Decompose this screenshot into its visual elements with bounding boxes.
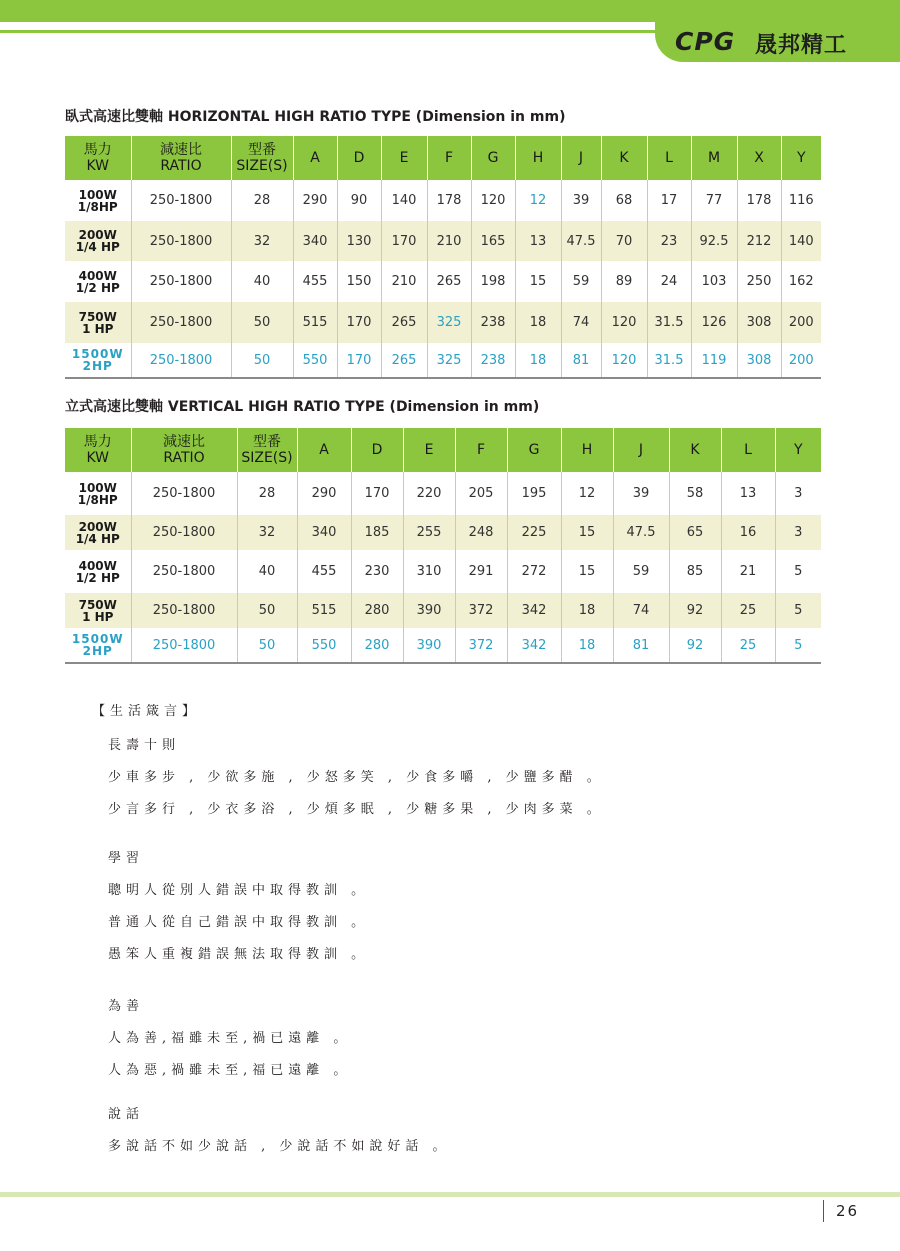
saying-line: 少言多行 , 少衣多浴 , 少煩多眠 , 少糖多果 , 少肉多菜 。 [108, 802, 605, 817]
table-cell: 140 [781, 221, 821, 261]
table-cell: 126 [691, 302, 737, 343]
table-cell: 308 [737, 343, 781, 378]
table-cell: 23 [647, 221, 691, 261]
table-row [65, 550, 821, 593]
table-cell: 250-1800 [131, 472, 237, 515]
table-cell: 250-1800 [131, 593, 237, 628]
table-cell: 140 [381, 180, 427, 221]
table-cell: 248 [455, 515, 507, 550]
saying-line: 說話 [108, 1107, 145, 1122]
power-cell: 750W 1 HP [65, 302, 131, 343]
table-row [65, 515, 821, 550]
table-cell: 25 [721, 593, 775, 628]
brand-tab [655, 22, 900, 62]
column-header: L [647, 136, 691, 180]
saying-line: 普通人從自己錯誤中取得教訓 。 [108, 915, 370, 930]
table-cell: 272 [507, 550, 561, 593]
table-cell: 18 [561, 593, 613, 628]
table-cell: 170 [337, 343, 381, 378]
column-header: J [561, 136, 601, 180]
table-cell: 178 [737, 180, 781, 221]
table-cell: 116 [788, 193, 814, 208]
table-cell: 170 [351, 472, 403, 515]
table-cell: 280 [351, 628, 403, 663]
table-row [65, 180, 821, 221]
table-cell: 290 [297, 472, 351, 515]
column-header: A [293, 136, 337, 180]
column-header: 型番 SIZE(S) [231, 136, 293, 180]
company-name: 晟邦精工 [755, 33, 848, 58]
column-header: Y [775, 428, 821, 472]
column-header: 型番 SIZE(S) [237, 428, 297, 472]
table-cell: 515 [297, 593, 351, 628]
table-cell: 250-1800 [131, 221, 231, 261]
column-header: F [427, 136, 471, 180]
table-cell: 250-1800 [131, 343, 231, 378]
table-cell: 390 [403, 593, 455, 628]
table-cell: 340 [293, 221, 337, 261]
table-cell: 325 [427, 302, 471, 343]
table-row [65, 221, 821, 261]
table-cell: 3 [794, 486, 803, 501]
saying-line: 愚笨人重複錯誤無法取得教訓 。 [108, 947, 370, 962]
column-header: G [471, 136, 515, 180]
table-row [65, 343, 821, 378]
table-cell: 310 [403, 550, 455, 593]
table-cell: 280 [351, 593, 403, 628]
column-header: L [721, 428, 775, 472]
table-cell: 455 [293, 261, 337, 302]
table-cell: 5 [775, 593, 821, 628]
table-cell: 90 [337, 180, 381, 221]
table-cell: 58 [669, 472, 721, 515]
column-header: K [601, 136, 647, 180]
column-header: E [381, 136, 427, 180]
power-cell: 400W 1/2 HP [65, 550, 131, 593]
table-cell: 238 [471, 302, 515, 343]
table-cell: 210 [427, 221, 471, 261]
table-cell: 50 [237, 628, 297, 663]
sayings-heading: 【生活箴言】 [92, 704, 201, 719]
table-row [65, 472, 821, 515]
table-cell: 92 [669, 593, 721, 628]
table-cell: 250-1800 [131, 628, 237, 663]
table-cell: 210 [381, 261, 427, 302]
table-cell: 24 [647, 261, 691, 302]
table-cell: 198 [471, 261, 515, 302]
column-header: 馬力 KW [65, 136, 131, 180]
column-header: 減速比 RATIO [131, 136, 231, 180]
table-cell: 103 [691, 261, 737, 302]
table-cell: 92 [669, 628, 721, 663]
saying-line: 聰明人從別人錯誤中取得教訓 。 [108, 883, 370, 898]
column-header: X [737, 136, 781, 180]
top-green-bar [0, 0, 900, 22]
table-cell: 25 [721, 628, 775, 663]
table-cell: 92.5 [691, 221, 737, 261]
table-cell: 200 [781, 343, 821, 378]
table-cell: 195 [507, 472, 561, 515]
table-cell: 15 [515, 261, 561, 302]
power-cell: 400W 1/2 HP [65, 261, 131, 302]
column-header: 馬力 KW [65, 428, 131, 472]
saying-line: 學習 [108, 851, 145, 866]
power-cell: 200W 1/4 HP [65, 515, 131, 550]
table-cell: 16 [721, 515, 775, 550]
table-cell: 65 [669, 515, 721, 550]
vertical-table-title: 立式高速比雙軸 VERTICAL HIGH RATIO TYPE (Dimension in mm) [65, 399, 540, 415]
table-cell: 290 [293, 180, 337, 221]
column-header: M [691, 136, 737, 180]
header-row [65, 428, 821, 472]
table-cell: 170 [381, 221, 427, 261]
table-cell: 291 [455, 550, 507, 593]
column-header: F [455, 428, 507, 472]
saying-line: 少車多步 , 少欲多施 , 少怒多笑 , 少食多嚼 , 少鹽多醋 。 [108, 770, 605, 785]
table-row [65, 628, 821, 663]
table-cell: 81 [613, 628, 669, 663]
table-cell: 205 [455, 472, 507, 515]
table-cell: 550 [293, 343, 337, 378]
column-header: E [403, 428, 455, 472]
table-cell: 200 [781, 302, 821, 343]
table-cell: 5 [794, 564, 803, 579]
table-cell: 119 [691, 343, 737, 378]
table-cell: 372 [455, 628, 507, 663]
table-row [65, 302, 821, 343]
column-header: 減速比 RATIO [131, 428, 237, 472]
table-cell: 130 [337, 221, 381, 261]
table-cell: 12 [515, 180, 561, 221]
table-cell: 18 [515, 302, 561, 343]
table-cell: 32 [237, 515, 297, 550]
table-cell: 89 [601, 261, 647, 302]
table-cell: 230 [351, 550, 403, 593]
column-header: A [297, 428, 351, 472]
table-cell: 162 [788, 274, 814, 289]
table-cell: 340 [297, 515, 351, 550]
table-cell: 3 [775, 515, 821, 550]
top-green-line [0, 30, 660, 33]
table-cell: 68 [601, 180, 647, 221]
table-cell: 39 [613, 472, 669, 515]
column-header: D [337, 136, 381, 180]
table-cell: 31.5 [647, 302, 691, 343]
table-cell: 325 [427, 343, 471, 378]
table-cell: 40 [237, 550, 297, 593]
table-row [65, 261, 821, 302]
table-cell: 13 [721, 472, 775, 515]
table-cell: 47.5 [561, 221, 601, 261]
table-cell: 12 [561, 472, 613, 515]
table-cell: 342 [507, 628, 561, 663]
saying-line: 人為善,福雖未至,禍已遠離 。 [108, 1031, 352, 1046]
table-cell: 308 [737, 302, 781, 343]
table-cell: 120 [601, 343, 647, 378]
column-header: K [669, 428, 721, 472]
table-cell: 455 [297, 550, 351, 593]
power-cell: 1500W 2HP [65, 343, 131, 378]
table-cell: 225 [507, 515, 561, 550]
saying-line: 長壽十則 [108, 738, 181, 753]
table-cell: 185 [351, 515, 403, 550]
saying-line: 多說話不如少說話 , 少說話不如說好話 。 [108, 1139, 451, 1154]
table-cell: 70 [601, 221, 647, 261]
table-cell: 77 [691, 180, 737, 221]
table-cell: 21 [721, 550, 775, 593]
table-cell: 220 [403, 472, 455, 515]
brand-logo: CPG [675, 27, 736, 56]
table-cell: 250-1800 [131, 180, 231, 221]
column-header: H [515, 136, 561, 180]
table-cell: 165 [471, 221, 515, 261]
column-header: D [351, 428, 403, 472]
table-cell: 28 [231, 180, 293, 221]
table-cell: 372 [455, 593, 507, 628]
table-cell: 18 [515, 343, 561, 378]
table-cell: 150 [337, 261, 381, 302]
table-cell: 17 [647, 180, 691, 221]
column-header: G [507, 428, 561, 472]
table-cell: 81 [561, 343, 601, 378]
table-cell: 255 [403, 515, 455, 550]
table-cell: 50 [231, 302, 293, 343]
table-cell: 515 [293, 302, 337, 343]
table-cell: 265 [381, 302, 427, 343]
table-cell: 15 [561, 515, 613, 550]
table-cell: 59 [613, 550, 669, 593]
saying-line: 為善 [108, 999, 145, 1014]
table-cell: 250-1800 [131, 550, 237, 593]
table-cell: 59 [561, 261, 601, 302]
table-cell: 238 [471, 343, 515, 378]
table-cell: 74 [561, 302, 601, 343]
table-cell: 40 [231, 261, 293, 302]
table-cell: 342 [507, 593, 561, 628]
table-cell: 550 [297, 628, 351, 663]
horizontal-table-title: 臥式高速比雙軸 HORIZONTAL HIGH RATIO TYPE (Dimension in mm) [65, 109, 566, 125]
table-cell: 32 [231, 221, 293, 261]
table-cell: 50 [231, 343, 293, 378]
table-cell: 18 [561, 628, 613, 663]
column-header: J [613, 428, 669, 472]
table-row [65, 593, 821, 628]
table-cell: 390 [403, 628, 455, 663]
header-row [65, 136, 821, 180]
table-cell: 74 [613, 593, 669, 628]
horizontal-spec-table [65, 136, 821, 379]
table-cell: 212 [737, 221, 781, 261]
table-cell: 120 [471, 180, 515, 221]
table-cell: 120 [601, 302, 647, 343]
table-cell: 15 [561, 550, 613, 593]
power-cell: 200W 1/4 HP [65, 221, 131, 261]
power-cell: 1500W 2HP [65, 628, 131, 663]
table-cell: 85 [669, 550, 721, 593]
column-header: H [561, 428, 613, 472]
table-cell: 50 [237, 593, 297, 628]
column-header: Y [781, 136, 821, 180]
table-cell: 28 [237, 472, 297, 515]
page-number: 26 [836, 1202, 860, 1220]
table-cell: 178 [427, 180, 471, 221]
table-cell: 31.5 [647, 343, 691, 378]
table-cell: 265 [381, 343, 427, 378]
table-cell: 250-1800 [131, 261, 231, 302]
table-cell: 250-1800 [131, 515, 237, 550]
table-cell: 170 [337, 302, 381, 343]
vertical-spec-table [65, 428, 821, 664]
power-cell: 750W 1 HP [65, 593, 131, 628]
table-cell: 250 [737, 261, 781, 302]
table-cell: 47.5 [613, 515, 669, 550]
power-cell: 100W 1/8HP [65, 180, 131, 221]
saying-line: 人為惡,禍雖未至,福已遠離 。 [108, 1063, 352, 1078]
table-cell: 5 [775, 628, 821, 663]
page-number-divider [823, 1200, 824, 1222]
table-cell: 13 [515, 221, 561, 261]
footer-line [0, 1192, 900, 1197]
power-cell: 100W 1/8HP [65, 472, 131, 515]
table-cell: 39 [561, 180, 601, 221]
table-cell: 265 [427, 261, 471, 302]
table-cell: 250-1800 [131, 302, 231, 343]
